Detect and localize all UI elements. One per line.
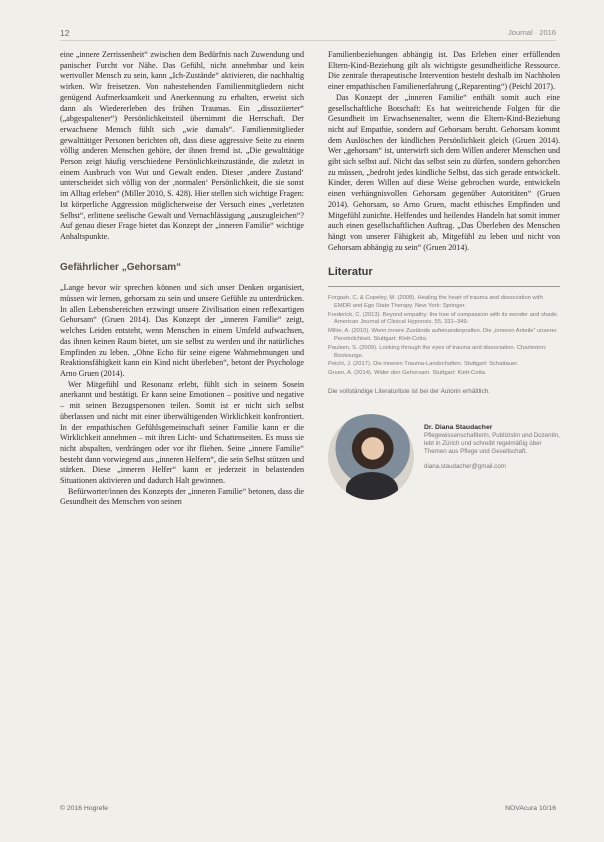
right-column [328, 50, 560, 504]
references-note: Die vollständige Literaturliste ist bei der Autorin erhältlich. [328, 388, 490, 396]
reference-item: Frederick, C. (2013). Beyond empathy: the tree of compassion with its wonder and shade. American Journal of Clinical Hypnosis, 55, 331–349. [328, 311, 559, 326]
paragraph: Das Konzept der „inneren Familie“ enthält somit auch eine gesellschaftliche Botschaft: Es hat weitreichende Folgen für die Gesundheit im Erwachsenenalter, wenn die Eltern-Kind-Beziehung nicht auf Empathie, sondern auf Gehorsam beruht. Gehorsam kommt dem Auslöschen der kindlichen Persönlichkeit gleich (Gruen 2014). Wer „gehorsam“ ist, unterwirft sich dem Willen anderer Menschen und gibt sich selbst auf. Nicht das selbst sein zu dürfen, sondern gehorchen zu müssen, „bedroht jedes kindliche Selbst, das sich gerade entwickelt. Kinder, deren Willen auf diese Weise gebrochen wurde, entwickeln einen verhängnisvollen Gehorsam gegenüber Autoritäten“ (Gruen 2014). Gehorsam, so Arno Gruen, macht ethisches Empfinden und Mitgefühl zunichte. Helfendes und heilendes Handeln hat somit immer auch einen gesellschaftlichen Auftrag. „Das Überleben des Menschen hängt von unserer Fähigkeit ab, Mitgefühl zu leben und nicht von Gehorsam abhängig zu sein“ (Gruen 2014). [328, 92, 560, 252]
reference-item: Miller, A. (2010). Wenn innere Zustände aufeinanderprallen. Die „inneren Anteile“ unserer Persönlichkeit. Stuttgart: Klett-Cotta. [328, 328, 557, 343]
top-rule [60, 40, 556, 41]
section-heading: Gefährlicher „Gehorsam“ [60, 261, 182, 273]
reference-list [328, 295, 560, 378]
reference-item: Paulsen, S. (2009). Looking through the eyes of trauma and dissociation. Charleston: Booksurge. [328, 344, 547, 359]
author-box [328, 414, 560, 504]
page-number: 12 [60, 28, 70, 38]
reference-item: Forgash, C. & Copeley, M. (2008). Healing the heart of trauma and dissociation with EMDR and Ego State Therapy. New York: Springer. [328, 295, 543, 309]
author-bio: Pflegewissenschaftlerin, Publizistin und Dozentin, lebt in Zürich und schreibt regelmäßig über Themen aus Pflege und Gesellschaft. [424, 431, 560, 456]
reference-item: Peichl, J. (2017). Die inneren Trauma-Landschaften. Stuttgart: Schattauer. [328, 361, 519, 368]
paragraph: Familienbeziehungen abhängig ist. Das Erleben einer erfüllenden Eltern-Kind-Beziehung gilt als wichtigste gesundheitliche Ressource. Die zentrale therapeutische Intervention besteht deshalb im Nachholen einer empathischen Familienerfahrung („Reparenting“) (Peichl 2017). [328, 50, 560, 92]
reference-item: Gruen, A. (2014). Wider den Gehorsam. Stuttgart: Klett-Cotta. [328, 370, 487, 377]
journal-running-head: Journal · 2016 [508, 28, 556, 37]
paragraph: Wer Mitgefühl und Resonanz erlebt, fühlt sich in seinem Sosein anerkannt und bestätigt. Er kann seine Emotionen – positive und negative – mit seinen Bezugspersonen teilen. Somit ist er nicht sich selbst überlassen und nicht mit einer überwältigenden Wirklichkeit konfrontiert. In der empathischen Gefühlsgemeinschaft seiner Familie kann er die Wirklichkeit annehmen – mit ihren Licht- und Schattenseiten. Es muss sie nicht abspalten, verdrängen oder vor ihr fliehen. Seine „innere Familie“ besteht dann vorwiegend aus „inneren Helfern“, die sein Selbst stützen und stärken. Diese „inneren Helfer“ kann er jederzeit in belastenden Situationen aktivieren und dadurch Halt gewinnen. [60, 379, 304, 486]
paragraph: „Lange bevor wir sprechen können und sich unser Denken organisiert, müssen wir lernen, gehorsam zu sein und unsere Gefühle zu unterdrücken. In allen Lebensbereichen erzwingt unsere Zivilisation einen reflexartigen Gehorsam“ (Gruen 2014). Das Konzept der „inneren Familie“ zeigt, welches Leiden entsteht, wenn Menschen in einem Umfeld aufwachsen, das ihnen keinen Raum bietet, um sie selbst zu werden und ihr natürliches Empfinden zu leben. „Ohne Echo für seine eigene Wahrnehmungen und Reaktionsfähigkeit kann ein Kind nicht überleben“, betont der Psychologe Arno Gruen (2014). [60, 283, 304, 378]
left-column [60, 50, 304, 508]
author-email[interactable]: diana.staudacher@gmail.com [424, 462, 506, 470]
literature-heading: Literatur [328, 266, 373, 279]
footer-copyright: © 2016 Hogrefe [60, 805, 109, 812]
author-photo [328, 414, 414, 500]
paragraph: eine „innere Zerrissenheit“ zwischen dem Bedürfnis nach Zuwendung und panischer Furcht vor Nähe. Das Gefühl, nicht annehmbar und kein wertvoller Mensch zu sein, kann „Ich-Zustände“ aktivieren, die nachhaltig wirken. Wir freisetzen. Von nahestehenden Familienmitgliedern nicht genügend Aufmerksamkeit und Anerkennung zu erhalten, erweist sich dann als Wiedererleben des frühen Traumas. Ein „dissoziierter“ („abgespaltener“) Persönlichkeitsteil übernimmt die Herrschaft. Der erwachsene Mensch fühlt sich „wie damals“. Familienmitglieder gewalttätiger Personen berichten oft, dass diese aggressive Seite zu einem völlig anderen Menschen gehöre, der ihnen fremd ist. „Die gewalttätige Person zeigt häufig verschiedene Persönlichkeitszustände, die zuletzt in einem Ausbruch von Wut und Gewalt enden. Dieser ‚andere Zustand‘ unterscheidet sich völlig von der ‚normalen‘ Persönlichkeit, die sie sonst im Alltag erleben“ (Miller 2010, S. 428). Hier stellen sich wichtige Fragen: Ist körperliche Aggression möglicherweise der Versuch eines „verletzten Selbst“, erlittene seelische Gewalt und Vernachlässigung „auszugleichen“? Auf genau dieser Frage bietet das Konzept der „inneren Familie“ wichtige Anhaltspunkte. [60, 50, 304, 241]
literature-rule [328, 286, 560, 287]
paragraph: Befürworter/innen des Konzepts der „inneren Familie“ betonen, dass die Gesundheit des Menschen von seinen [60, 486, 304, 507]
author-info [424, 424, 564, 471]
footer-issue: NOVAcura 10/16 [505, 805, 556, 812]
author-name: Dr. Diana Staudacher [424, 423, 493, 431]
